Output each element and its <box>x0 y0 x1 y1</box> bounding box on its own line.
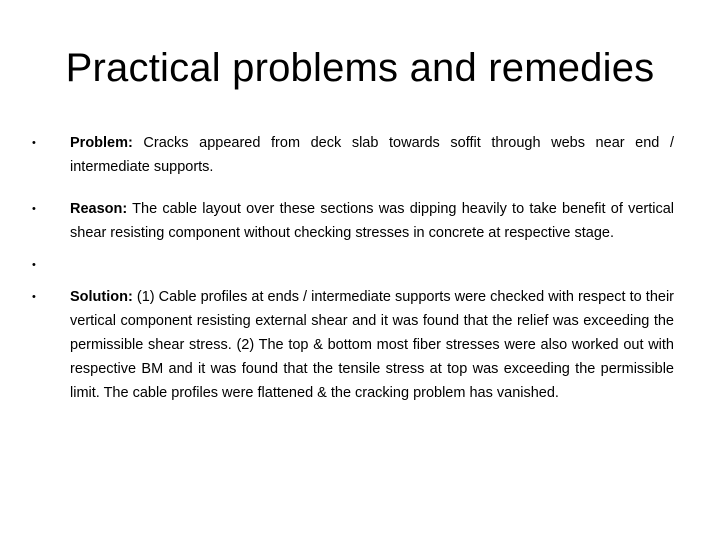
bullet-body: (1) Cable profiles at ends / intermediate supports were checked with respect to their vertical component resisting external shear and it was found that the relief was exceeding the permissible shear stress. (2) The top & bottom most fiber stresses were also worked out with respective BM and it was found that the tensile stress at top was exceeding the permissible limit. The cable profiles were flattened & the cracking problem has vanished. <box>70 289 674 401</box>
bullet-text <box>70 197 674 245</box>
bullet-solution <box>32 285 674 405</box>
bullet-marker: • <box>32 259 36 271</box>
slide-title: Practical problems and remedies <box>65 46 655 90</box>
bullet-reason <box>32 197 674 245</box>
bullet-list <box>32 131 674 405</box>
bullet-body: Cracks appeared from deck slab towards soffit through webs near end / intermediate supports. <box>70 135 674 175</box>
bullet-text <box>70 253 674 277</box>
bullet-label: Reason: <box>70 201 128 217</box>
bullet-text <box>70 131 674 179</box>
bullet-label: Problem: <box>70 135 133 151</box>
bullet-empty <box>32 253 674 277</box>
bullet-marker: • <box>32 137 36 149</box>
bullet-label: Solution: <box>70 289 133 305</box>
bullet-text <box>70 285 674 405</box>
bullet-problem <box>32 131 674 179</box>
bullet-marker: • <box>32 291 36 303</box>
bullet-marker: • <box>32 203 36 215</box>
bullet-body: The cable layout over these sections was dipping heavily to take benefit of vertical shear resisting component without checking stresses in concrete at respective stage. <box>70 201 674 241</box>
